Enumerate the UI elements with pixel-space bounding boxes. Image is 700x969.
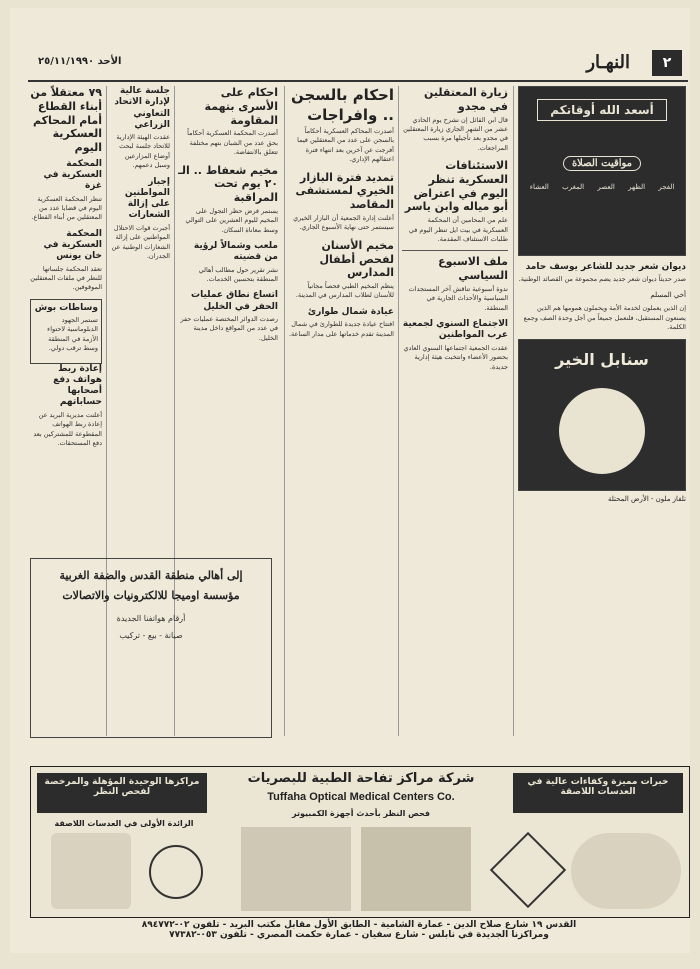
prayer-asr: العصر xyxy=(597,183,615,191)
fund-headline: إعادة ربط هواتف دفع أصحابها حساباتهم xyxy=(53,363,102,408)
tuffaha-left-sub: الرائدة الأولى في العدسات اللاصقة xyxy=(54,819,194,828)
footer-line2: ومراكزنا الجديدة في نابلس - شارع سفيان - عمارة حكمت المصري - تلفون ٠٥٣-٧٧٣٨٢ xyxy=(169,930,549,940)
farm-headline: ملف الاسبوع السياسي xyxy=(438,255,508,283)
column-center-left: احكام على الأسرى بتهمة المقاومة أصدرت المحكمة العسكرية أحكاماً بحق عدد من الشبان بتهم مختلفة تتعلق بالانتفاضة. مخيم شعفاط .. الـ ٢٠ يوم تحت المراقبة يستمر فرض حظر التجول على المخيم لليوم العشرين على التوالي وسط معاناة السكان. ملعب وشمالاً لرؤية من قضيته نشر تقرير حول مطالب أهالي المنطقة بتحسين الخدمات. اتساع نطاق عمليات الحفر في الخليل رصدت الدوائر المختصة عمليات حفر في عدد من المواقع داخل مدينة الخليل. xyxy=(178,86,278,342)
omega-ad-line2: أرقام هواتفنا الجديدة xyxy=(116,613,186,623)
dental-headline: مخيم الأسنان لفحص أطفال المدارس xyxy=(319,238,394,280)
bazar-headline: تمديد فترة البازار الخيري لمستشفى المقاصد xyxy=(295,170,394,212)
bazar-text: أعلنت إدارة الجمعية أن البازار الخيري سيستمر حتى نهاية الأسبوع الجاري. xyxy=(293,213,394,232)
tuffaha-center-caption: فحص النظر بأحدث أجهزة الكمبيوتر xyxy=(291,809,431,818)
prayer-isha: العشاء xyxy=(529,183,549,191)
visit-headline: زيارة المعتقلين في مجدو xyxy=(423,86,508,113)
tuffaha-title-ar: شركة مراكز تفاحة الطبية للبصريات xyxy=(247,771,475,786)
newspaper-page xyxy=(10,8,690,953)
reaction-headline: ملعب وشمالاً لرؤية من قضيته xyxy=(193,241,278,263)
secondleft-headline: جلسة عالية لإدارة الاتحاد التعاوني الزراعي xyxy=(114,86,170,130)
column-right: أسعد الله أوقاتكم مواقيت الصلاة الفجر الظهر العصر المغرب العشاء ديوان شعر جديد للشاعر يوسف حامد صدر حديثاً ديوان شعر جديد يضم مجموعة من القصائد الوطنية. أخي المسلم إن الذين يعملون لخدمة الأمة ويحملون همومها هم الذين يصنعون المستقبل، فلنعمل جميعاً من أجل وحدة الصف وجمع الكلمة. سنابل الخير تلفاز ملون - الأرض المحتلة xyxy=(518,86,686,503)
fire-text: رصدت الدوائر المختصة عمليات حفر في عدد من المواقع داخل مدينة الخليل. xyxy=(180,314,278,342)
fire-headline: اتساع نطاق عمليات الحفر في الخليل xyxy=(191,290,278,312)
doctors-text: افتتاح عيادة جديدة للطوارئ في شمال المدينة تقدم خدماتها على مدار الساعة. xyxy=(288,320,394,338)
poet-text: صدر حديثاً ديوان شعر جديد يضم مجموعة من القصائد الوطنية. xyxy=(518,275,686,284)
visit-text: قال ابن القائل إن نشرح يوم الحادي عشر من الشهر الجاري زيارة المعتقلين في مجدو بعد تأجيلها مرة بسبب المراجعات. xyxy=(403,115,508,152)
prayer-maghrib: المغرب xyxy=(562,183,585,191)
eye-photo xyxy=(51,833,131,909)
headline-sentences: احكام بالسجن .. وافراجات xyxy=(291,86,394,124)
column-center: احكام بالسجن .. وافراجات أصدرت المحاكم العسكرية أحكاماً بالسجن على عدد من المعتقلين فيما أفرجت عن آخرين بعد انتهاء فترة اعتقالهم الإداري. تمديد فترة البازار الخيري لمستشفى المقاصد أعلنت إدارة الجمعية أن البازار الخيري سيستمر حتى نهاية الأسبوع الجاري. مخيم الأسنان لفحص أطفال المدارس ينظم المخيم الطبي فحصاً مجانياً للأسنان لطلاب المدارس في المدينة. عيادة شمال طوارئ افتتاح عيادة جديدة للطوارئ في شمال المدينة تقدم خدماتها على مدار الساعة. xyxy=(288,86,394,338)
issue-date: الأحد ٢٥/١١/١٩٩٠ xyxy=(38,56,122,67)
prayer-dhuhr: الظهر xyxy=(628,183,646,191)
column-second-left: جلسة عالية لإدارة الاتحاد التعاوني الزراعي عقدت الهيئة الإدارية للاتحاد جلسة لبحث أوضاع المزارعين وسبل دعمهم. إجبار المواطنين على إزالة الشعارات أجبرت قوات الاحتلال المواطنين على إزالة الشعارات الوطنية عن الجدران. xyxy=(111,86,170,260)
poet-headline: ديوان شعر جديد للشاعر يوسف حامد xyxy=(525,262,686,272)
tuffaha-title-en: Tuffaha Optical Medical Centers Co. xyxy=(267,791,455,803)
footer-line1: القدس ١٩ شارع صلاح الدين - عمارة الشامية - الطابق الأول مقابل مكتب البريد - تلفون ٠٢-٨٩٤٧٧٢ xyxy=(141,920,577,930)
exam-photo-2 xyxy=(361,827,471,911)
prayer-box-title: مواقيت الصلاة xyxy=(563,156,641,171)
prayer-box-header: أسعد الله أوقاتكم xyxy=(537,99,667,121)
masthead-rule xyxy=(28,80,688,82)
newspaper-name: النهـار xyxy=(586,52,630,73)
logo-diamond xyxy=(490,832,566,908)
prayer-times-box xyxy=(518,86,686,256)
detention-headline: الاستئنافات العسكرية تنظر اليوم في اعتراض أبو مياله وابن ياسر xyxy=(404,159,508,214)
doctors-headline: عيادة شمال طوارئ xyxy=(307,306,394,317)
left-headline: ٧٩ معتقلاً من أبناء القطاع أمام المحاكم العسكرية اليوم xyxy=(30,86,102,154)
release-box xyxy=(30,299,102,364)
detention-text: علم من المحامين أن المحكمة العسكرية في بيت ايل تنظر اليوم في طلبات الاستئناف المقدمة. xyxy=(408,216,508,244)
tuffaha-ad xyxy=(30,766,690,918)
reaction-text: نشر تقرير حول مطالب أهالي المنطقة بتحسين الخدمات. xyxy=(198,265,278,283)
page-number: ٢ xyxy=(652,50,682,76)
fund-text: أعلنت مديرية البريد عن إعادة ربط الهواتف المقطوعة للمشتركين بعد دفع المستحقات. xyxy=(33,410,102,447)
ad-sanabel-title: سنابل الخير xyxy=(555,349,649,369)
left-section1: المحكمة العسكرية في غزة xyxy=(43,158,102,192)
masthead xyxy=(28,50,688,78)
tuffaha-left-title: مراكزها الوحيدة المؤهلة والمرخصة لفحص النظر xyxy=(37,773,207,813)
tuffaha-right-title: خبرات مميزة وكفاءات عالية في العدسات اللاصقة xyxy=(513,773,683,813)
farm-text: ندوة أسبوعية تناقش آخر المستجدات السياسية والأحداث الجارية في المنطقة. xyxy=(408,284,508,312)
prayer-fajr: الفجر xyxy=(658,183,675,191)
omega-ad-line1: مؤسسة اوميجا للالكترونيات والاتصالات xyxy=(62,588,240,602)
exam-photo-1 xyxy=(241,827,351,911)
school-headline: الاجتماع السنوي لجمعية عرب المواطنين xyxy=(402,319,508,341)
headline-top2: احكام على الأسرى بتهمة المقاومة xyxy=(204,86,278,127)
omega-ad xyxy=(30,558,272,738)
logo-circle-left xyxy=(149,845,203,899)
omega-ad-line3: صيانة - بيع - تركيب xyxy=(119,631,183,641)
teachers-text: أجبرت قوات الاحتلال المواطنين على إزالة الشعارات الوطنية عن الجدران. xyxy=(111,223,170,260)
ad-sanabel-caption: تلفاز ملون - الأرض المحتلة xyxy=(607,494,686,503)
teachers-headline: إجبار المواطنين على إزالة الشعارات xyxy=(124,176,170,221)
release-text: تستمر الجهود الدبلوماسية لاحتواء الأزمة في المنطقة وسط ترقب دولي. xyxy=(47,316,98,353)
omega-ad-headline: إلى أهالي منطقة القدس والضفة الغربية xyxy=(59,569,243,582)
column-left: ٧٩ معتقلاً من أبناء القطاع أمام المحاكم العسكرية اليوم المحكمة العسكرية في غزة تنظر المحكمة العسكرية اليوم في قضايا عدد من المعتقلين من أبناء القطاع. المحكمة العسكرية في خان يونس تعقد المحكمة جلساتها للنظر في ملفات المعتقلين الموقوفين. وساطات بوش تستمر الجهود الدبلوماسية لاحتواء الأزمة في المنطقة وسط ترقب دولي. إعادة ربط هواتف دفع أصحابها حساباتهم أعلنت مديرية البريد عن إعادة ربط الهواتف المقطوعة للمشتركين بعد دفع المستحقات. xyxy=(30,86,102,447)
school-text: عقدت الجمعية اجتماعها السنوي العادي بحضور الأعضاء وانتخبت هيئة إدارية جديدة. xyxy=(403,343,508,371)
release-headline: وساطات بوش xyxy=(34,302,98,313)
ad-sanabel xyxy=(518,339,686,491)
dental-text: ينظم المخيم الطبي فحصاً مجانياً للأسنان لطلاب المدارس في المدينة. xyxy=(295,282,394,300)
left-section2: المحكمة العسكرية في خان يونس xyxy=(43,228,102,262)
footer-address xyxy=(30,920,688,948)
mid-headline: مخيم شعفاط .. الـ ٢٠ يوم تحت المراقبة xyxy=(178,163,278,205)
lens-photo xyxy=(571,833,681,909)
column-center-right xyxy=(402,86,508,378)
